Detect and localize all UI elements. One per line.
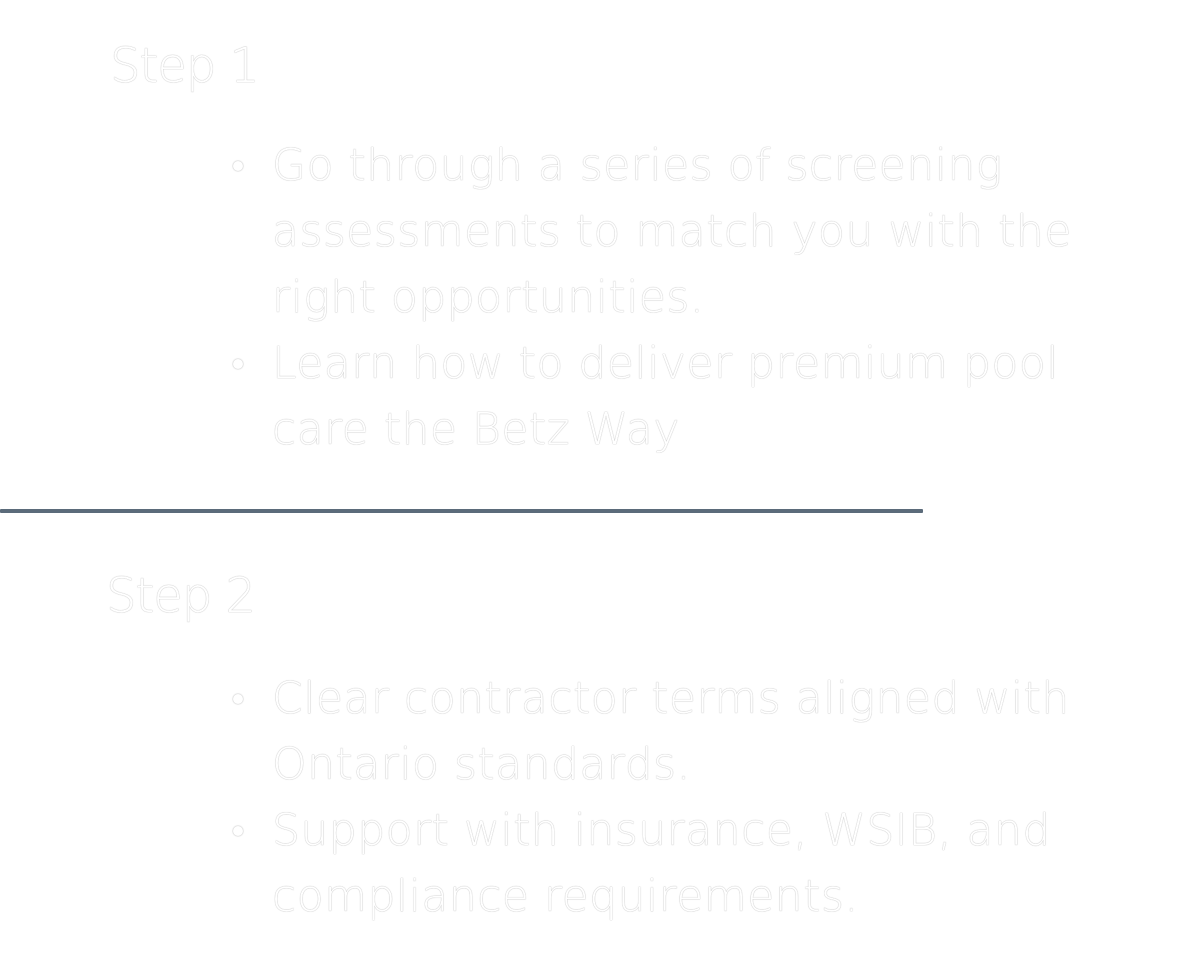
step-2-bullet-list [230,666,1090,930]
step-1-bullet-list [230,133,1090,463]
list-item [230,798,1090,930]
list-item [230,666,1090,798]
step-1-title: Step 1 [110,38,260,94]
list-item-text: Learn how to deliver premium pool care the Betz Way [272,338,1059,455]
list-item-text: Go through a series of screening assessments to match you with the right opportunities. [272,140,1072,323]
list-item [230,133,1090,331]
list-item-text: Support with insurance, WSIB, and compliance requirements. [272,805,1051,922]
bullet-dot-icon [233,161,243,171]
bullet-dot-icon [233,359,243,369]
list-item-text: Clear contractor terms aligned with Ontario standards. [272,673,1070,790]
step-2-title: Step 2 [106,568,256,624]
bullet-dot-icon [233,826,243,836]
list-item [230,331,1090,463]
bullet-dot-icon [233,694,243,704]
section-divider [0,509,923,513]
